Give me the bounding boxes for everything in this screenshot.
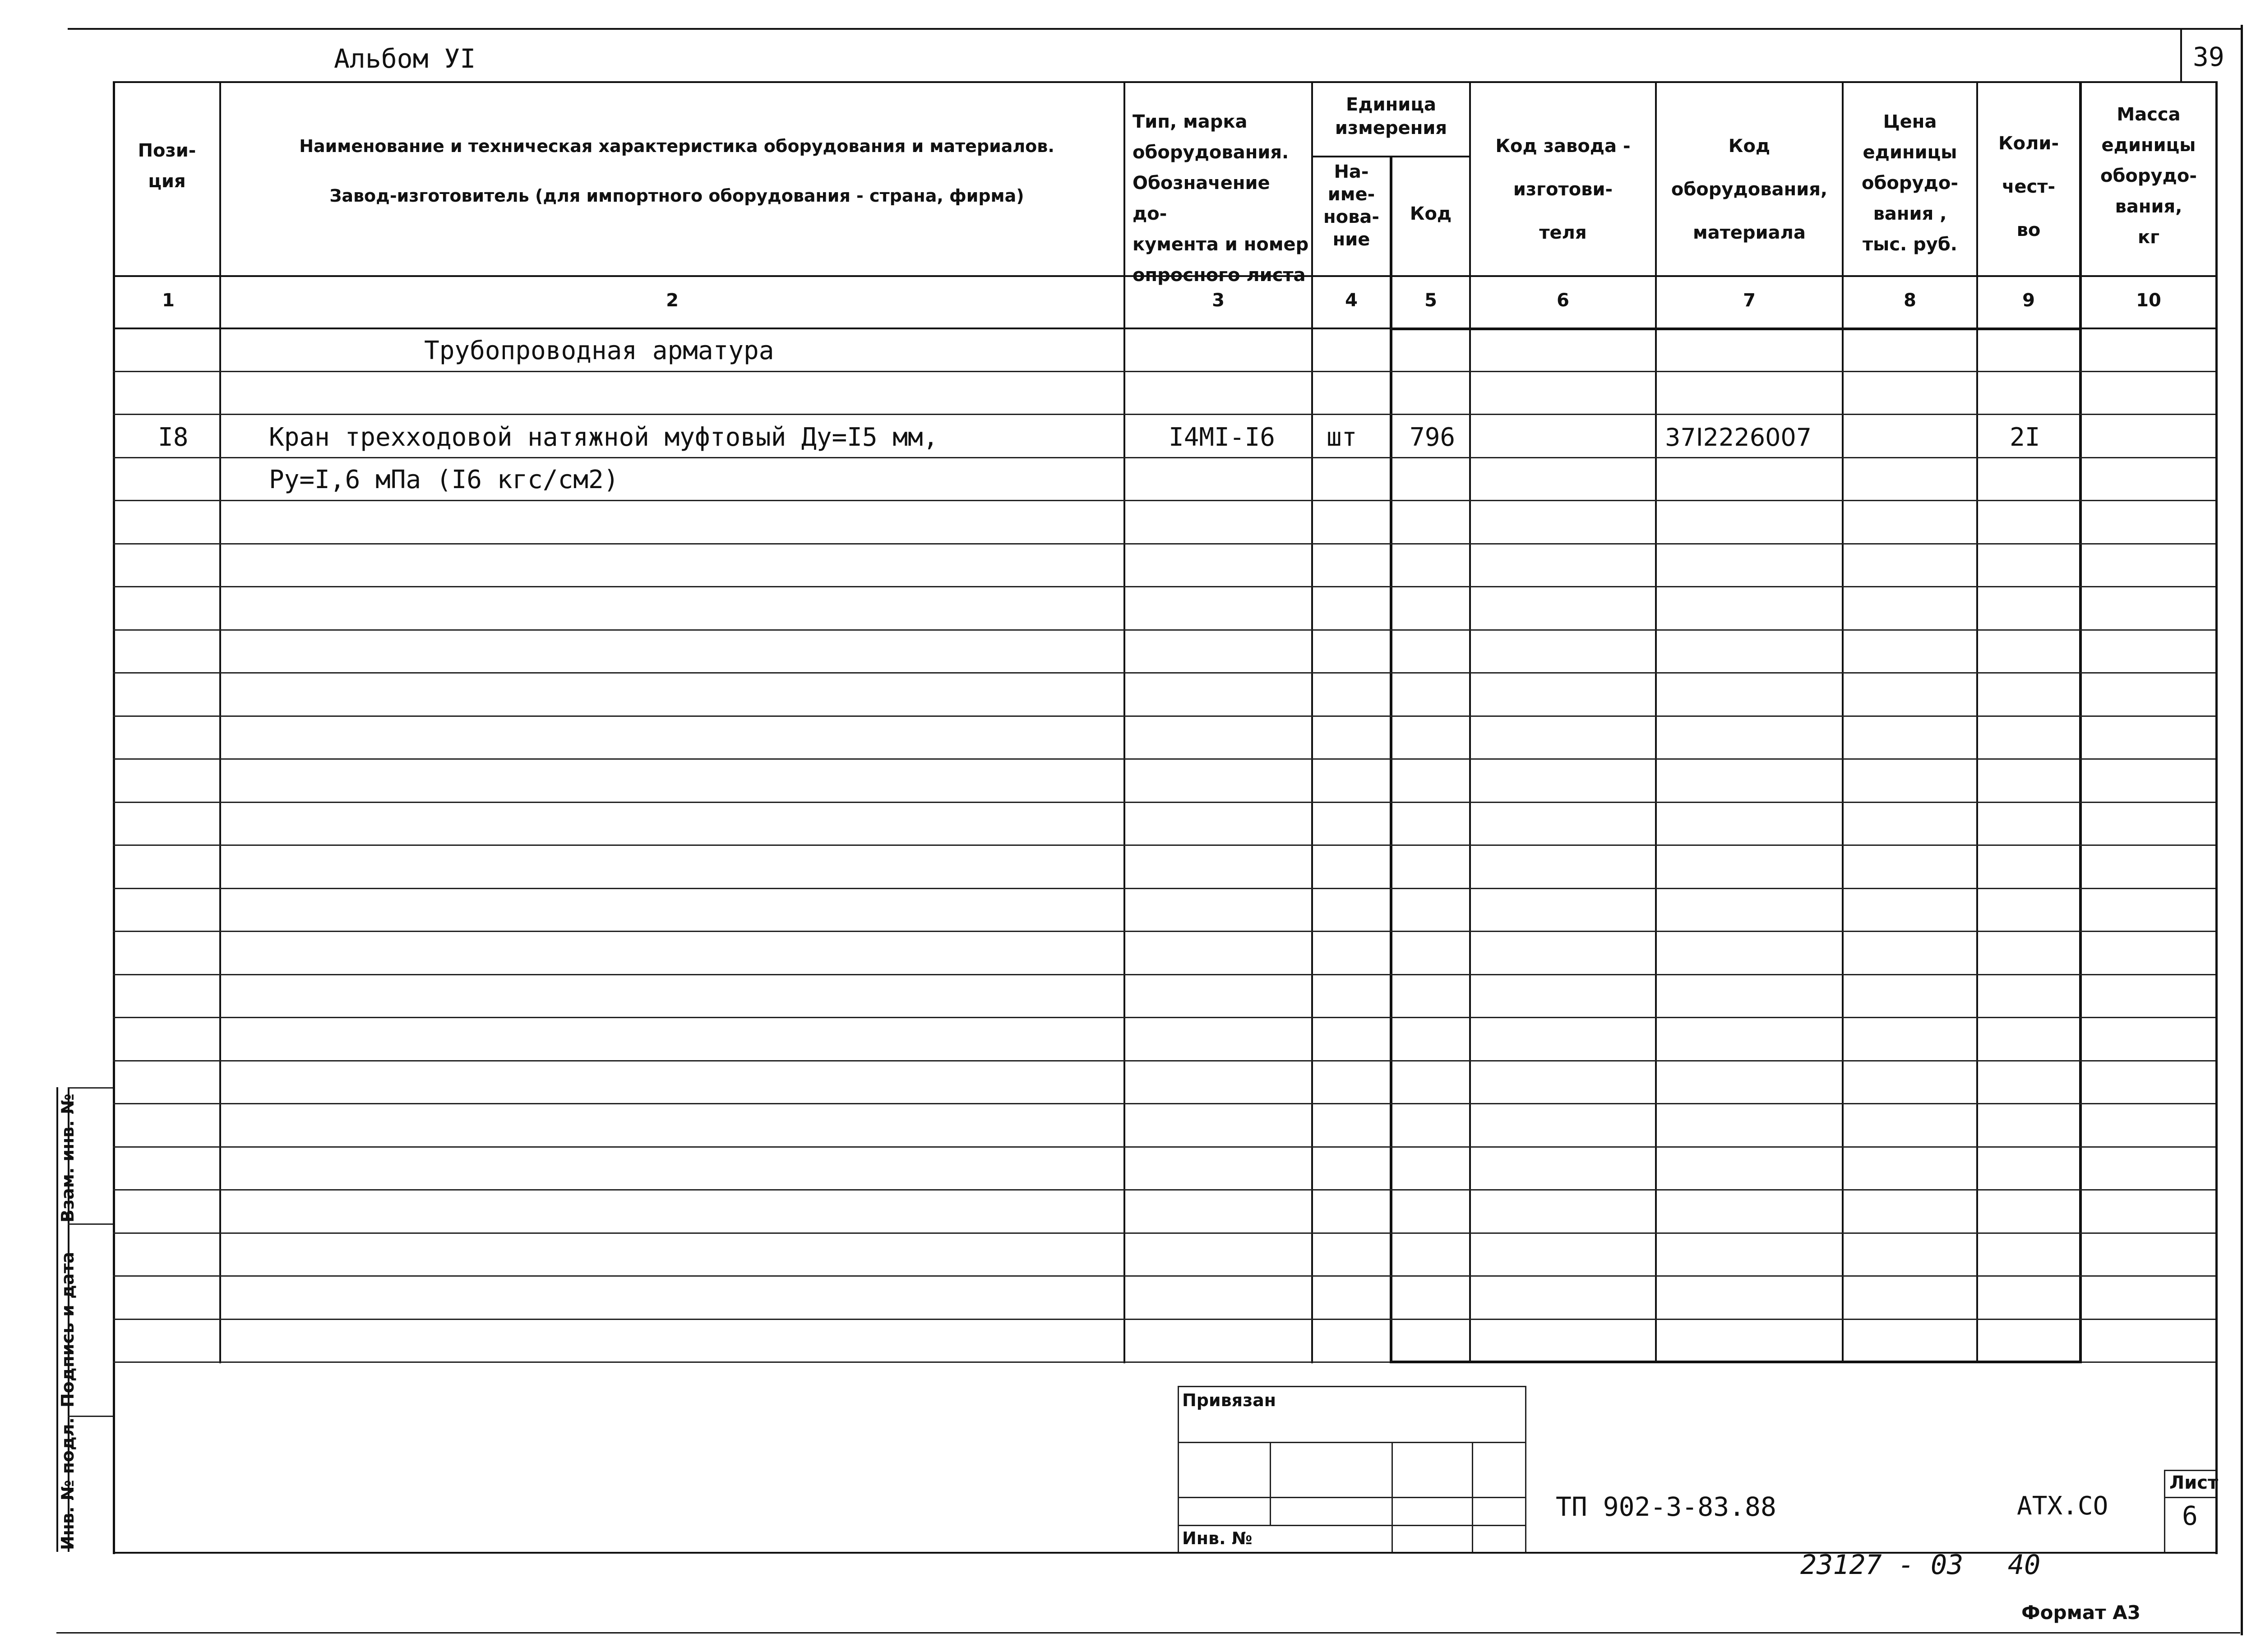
colnum-5: 5 [1424,290,1437,311]
stamp-col-3 [1472,1442,1473,1552]
colnum-6: 6 [1557,290,1569,311]
table-row-line [113,758,2215,760]
col-sep-1 [219,81,221,1363]
colnum-7: 7 [1743,290,1756,311]
table-row-line [113,1189,2215,1191]
side-label-vzam: Взам. инв. № [58,1094,78,1223]
lист-box-top [2164,1470,2215,1471]
header-quantity: Коли- чест- во [1998,133,2059,240]
col-sep-3 [1311,81,1313,1363]
handwritten-code: 23127 - 03 [1800,1549,1964,1581]
stamp-line-3 [1178,1525,1526,1526]
row-type: I4МI-I6 [1169,423,1276,452]
header-mass: Масса единицы оборудо- вания, кг [2100,104,2197,248]
stamp-right [1525,1386,1526,1552]
row-name-line1: Кран трехходовой натяжной муфтовый Ду=I5 мм, [269,423,938,452]
table-row-line [113,1232,2215,1234]
header-name-line2: Завод-изготовитель (для импортного оборудования - страна, фирма) [329,186,1024,206]
stamp-sheet-label: Лист [2169,1472,2219,1493]
colnum-2: 2 [666,290,679,311]
header-equipment-code: Код оборудования, материала [1671,136,1828,243]
stamp-inv-no: Инв. № [1182,1528,1253,1548]
stamp-sheet-value: 6 [2182,1500,2198,1531]
handwritten-page: 40 [2008,1549,2041,1581]
header-units-group: Единица измерения [1335,94,1447,138]
table-row-line [113,672,2215,674]
row-name-line2: Ру=I,6 мПа (I6 кгс/см2) [269,465,619,494]
col-sep-7 [1842,81,1844,1363]
table-row-line [113,844,2215,846]
side-label-sign-date: Подпись и дата [58,1251,78,1407]
bold-box-bottom [1390,1361,2082,1363]
album-title: Альбом УI [334,43,476,74]
colnum-9: 9 [2022,290,2035,311]
row-quantity: 2I [2010,423,2040,452]
col-sep-6 [1655,81,1657,1363]
col-sep-5 [1469,81,1471,1363]
stamp-col-2 [1392,1442,1393,1552]
side-strip-sep1 [68,1223,113,1225]
table-right-edge [2215,81,2218,1554]
col-sep-9 [2079,81,2082,1363]
table-row-line [113,974,2215,975]
row-position: I8 [158,423,189,452]
frame-top-line [68,28,2242,30]
bold-box-top [1390,328,2082,330]
table-row-line [113,586,2215,587]
list-box-mid [2164,1497,2215,1498]
table-row-line [113,1060,2215,1061]
header-position: Пози- ция [138,140,196,192]
table-row-line [113,371,2215,372]
stamp-col-1 [1270,1442,1271,1525]
table-row-line [113,629,2215,631]
table-row-line [113,414,2215,415]
sheet-box-left [2180,28,2182,82]
table-row-line [113,1017,2215,1018]
colnum-10: 10 [2136,290,2161,311]
section-title: Трубопроводная арматура [424,336,774,365]
col-sep-8 [1976,81,1978,1363]
header-price: Цена единицы оборудо- вания , тыс. руб. [1862,111,1958,255]
title-underline [113,81,2215,83]
table-row-line [113,1275,2215,1277]
table-row-line [113,1319,2215,1320]
table-row-line [113,715,2215,717]
row-unit-name: шт [1327,423,1357,452]
table-row-line [113,802,2215,803]
table-row-line [113,888,2215,889]
header-name-line1: Наименование и техническая характеристика оборудования и материалов. [299,136,1054,156]
frame-bottom-trim-line [56,1632,2240,1634]
colnum-8: 8 [1904,290,1916,311]
header-unit-name: На- име- нова- ние [1323,162,1380,250]
table-row-line [113,931,2215,932]
row-equipment-code: 37I2226007 [1665,423,1812,452]
header-type: Тип, марка оборудования. Обозначение до- кумента и номер опросного листа [1133,111,1309,286]
stamp-mark: АТХ.СО [2017,1491,2108,1521]
row-unit-code: 796 [1410,423,1456,452]
stamp-privyazan: Привязан [1182,1390,1276,1410]
stamp-line-1 [1178,1442,1526,1443]
header-plant-code: Код завода - изготови- теля [1495,136,1631,243]
sheet-number: 39 [2193,42,2224,72]
stamp-doc-code: ТП 902-3-83.88 [1556,1491,1776,1522]
stamp-left [1178,1386,1179,1552]
header-unit-code: Код [1410,203,1452,224]
colnum-4: 4 [1345,290,1358,311]
colnum-1: 1 [162,290,175,311]
list-box-left [2164,1470,2165,1552]
stamp-top [1178,1386,1526,1387]
side-strip-sep2 [68,1416,113,1417]
table-row-line [113,1146,2215,1148]
units-subheader-line [1311,156,1469,157]
stamp-line-2 [1178,1497,1526,1498]
table-row-line [113,457,2215,458]
table-row-line [113,500,2215,501]
side-strip-top [68,1087,113,1089]
table-left-edge [113,81,115,1554]
table-row-line [113,543,2215,545]
frame-right-edge [2241,25,2243,1635]
table-row-line [113,1103,2215,1104]
side-label-inv-orig: Инв. № подл. [58,1417,78,1550]
format-label: Формат А3 [2021,1601,2140,1624]
colnum-3: 3 [1212,290,1225,311]
